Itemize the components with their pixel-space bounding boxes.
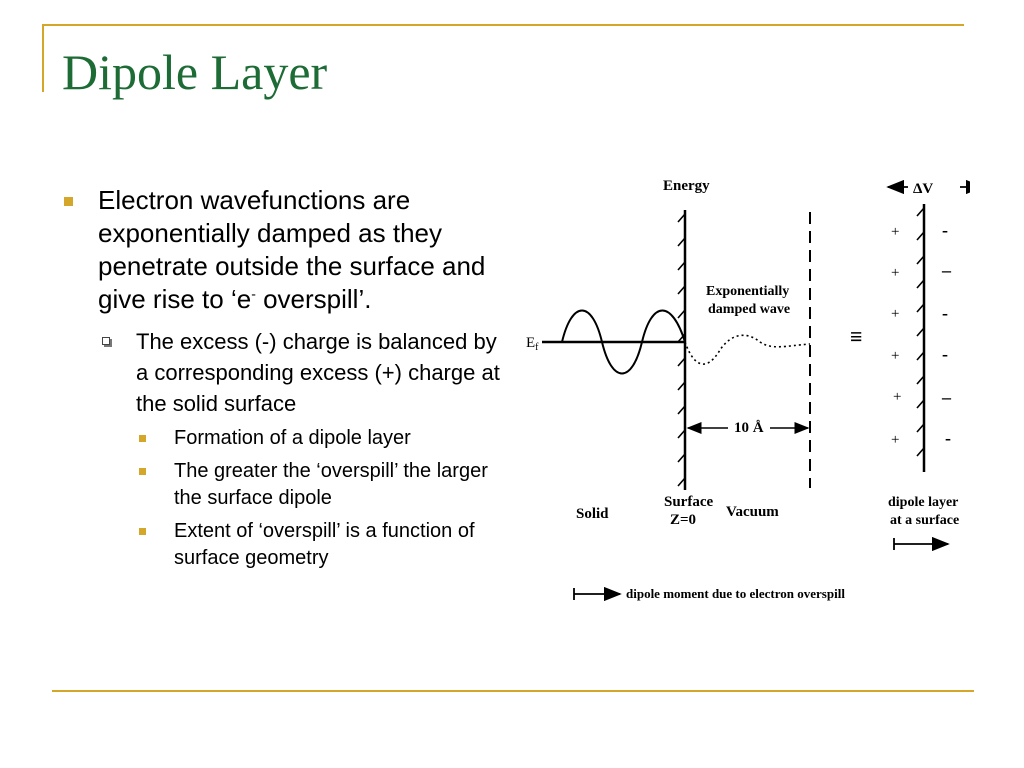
square-bullet-icon <box>139 468 146 475</box>
minus-sign: – <box>942 260 951 280</box>
minus-sign: - <box>945 428 951 448</box>
bullet-text: The excess (-) charge is balanced by a corresponding excess (+) charge at the solid surface <box>136 329 500 416</box>
bullet-text: Formation of a dipole layer <box>174 427 411 449</box>
minus-sign: - <box>942 344 948 364</box>
plus-charges <box>891 224 901 448</box>
minus-sign: - <box>942 303 948 323</box>
equivalence-symbol: ≡ <box>850 324 863 349</box>
plus-sign: + <box>891 224 900 240</box>
bullet-text: The greater the ‘overspill’ the larger the surface dipole <box>174 460 488 509</box>
hollow-square-bullet-icon <box>102 337 110 345</box>
plus-sign: + <box>891 265 900 281</box>
minus-charges <box>941 220 952 448</box>
damped-wave-label: Exponentially damped wave <box>706 284 791 317</box>
minus-sign: – <box>942 387 951 407</box>
legend-text: dipole moment due to electron overspill <box>626 586 845 601</box>
bullet-list <box>60 184 500 572</box>
minus-sign: - <box>942 220 948 240</box>
distance-label: 10 Å <box>734 420 764 436</box>
bullet-level3 <box>136 458 500 512</box>
vacuum-label: Vacuum <box>726 504 779 520</box>
plus-sign: + <box>891 348 900 364</box>
plus-sign: + <box>893 389 902 405</box>
slide-title: Dipole Layer <box>62 44 328 100</box>
solid-label: Solid <box>576 506 609 522</box>
bullet-text: Electron wavefunctions are exponentially damped as they penetrate outside the surface and give rise to ‘e <box>98 185 486 314</box>
frame-top-rule <box>42 24 964 26</box>
frame-bottom-rule <box>52 690 974 692</box>
plus-sign: + <box>891 306 900 322</box>
bullet-text: Extent of ‘overspill’ is a function of surface geometry <box>174 520 475 569</box>
square-bullet-icon <box>64 197 73 206</box>
frame-left-rule <box>42 24 44 92</box>
delta-v-label: ΔV <box>913 181 934 197</box>
dipole-diagram <box>520 170 970 610</box>
bullet-text-end: overspill’. <box>255 284 372 314</box>
surface-label: Surface Z=0 <box>664 494 714 528</box>
fermi-level-label: $E_f$ <box>526 335 539 353</box>
damped-wave-curve <box>685 335 810 364</box>
dipole-layer-label: dipole layer at a surface <box>888 495 960 528</box>
bullet-level2 <box>98 326 500 419</box>
bullet-superscript: - <box>251 285 256 302</box>
bullet-level3 <box>136 518 500 572</box>
energy-label: Energy <box>663 178 710 194</box>
bullet-level1 <box>60 184 500 316</box>
plus-sign: + <box>891 432 900 448</box>
square-bullet-icon <box>139 528 146 535</box>
bullet-level3 <box>136 425 500 452</box>
square-bullet-icon <box>139 435 146 442</box>
